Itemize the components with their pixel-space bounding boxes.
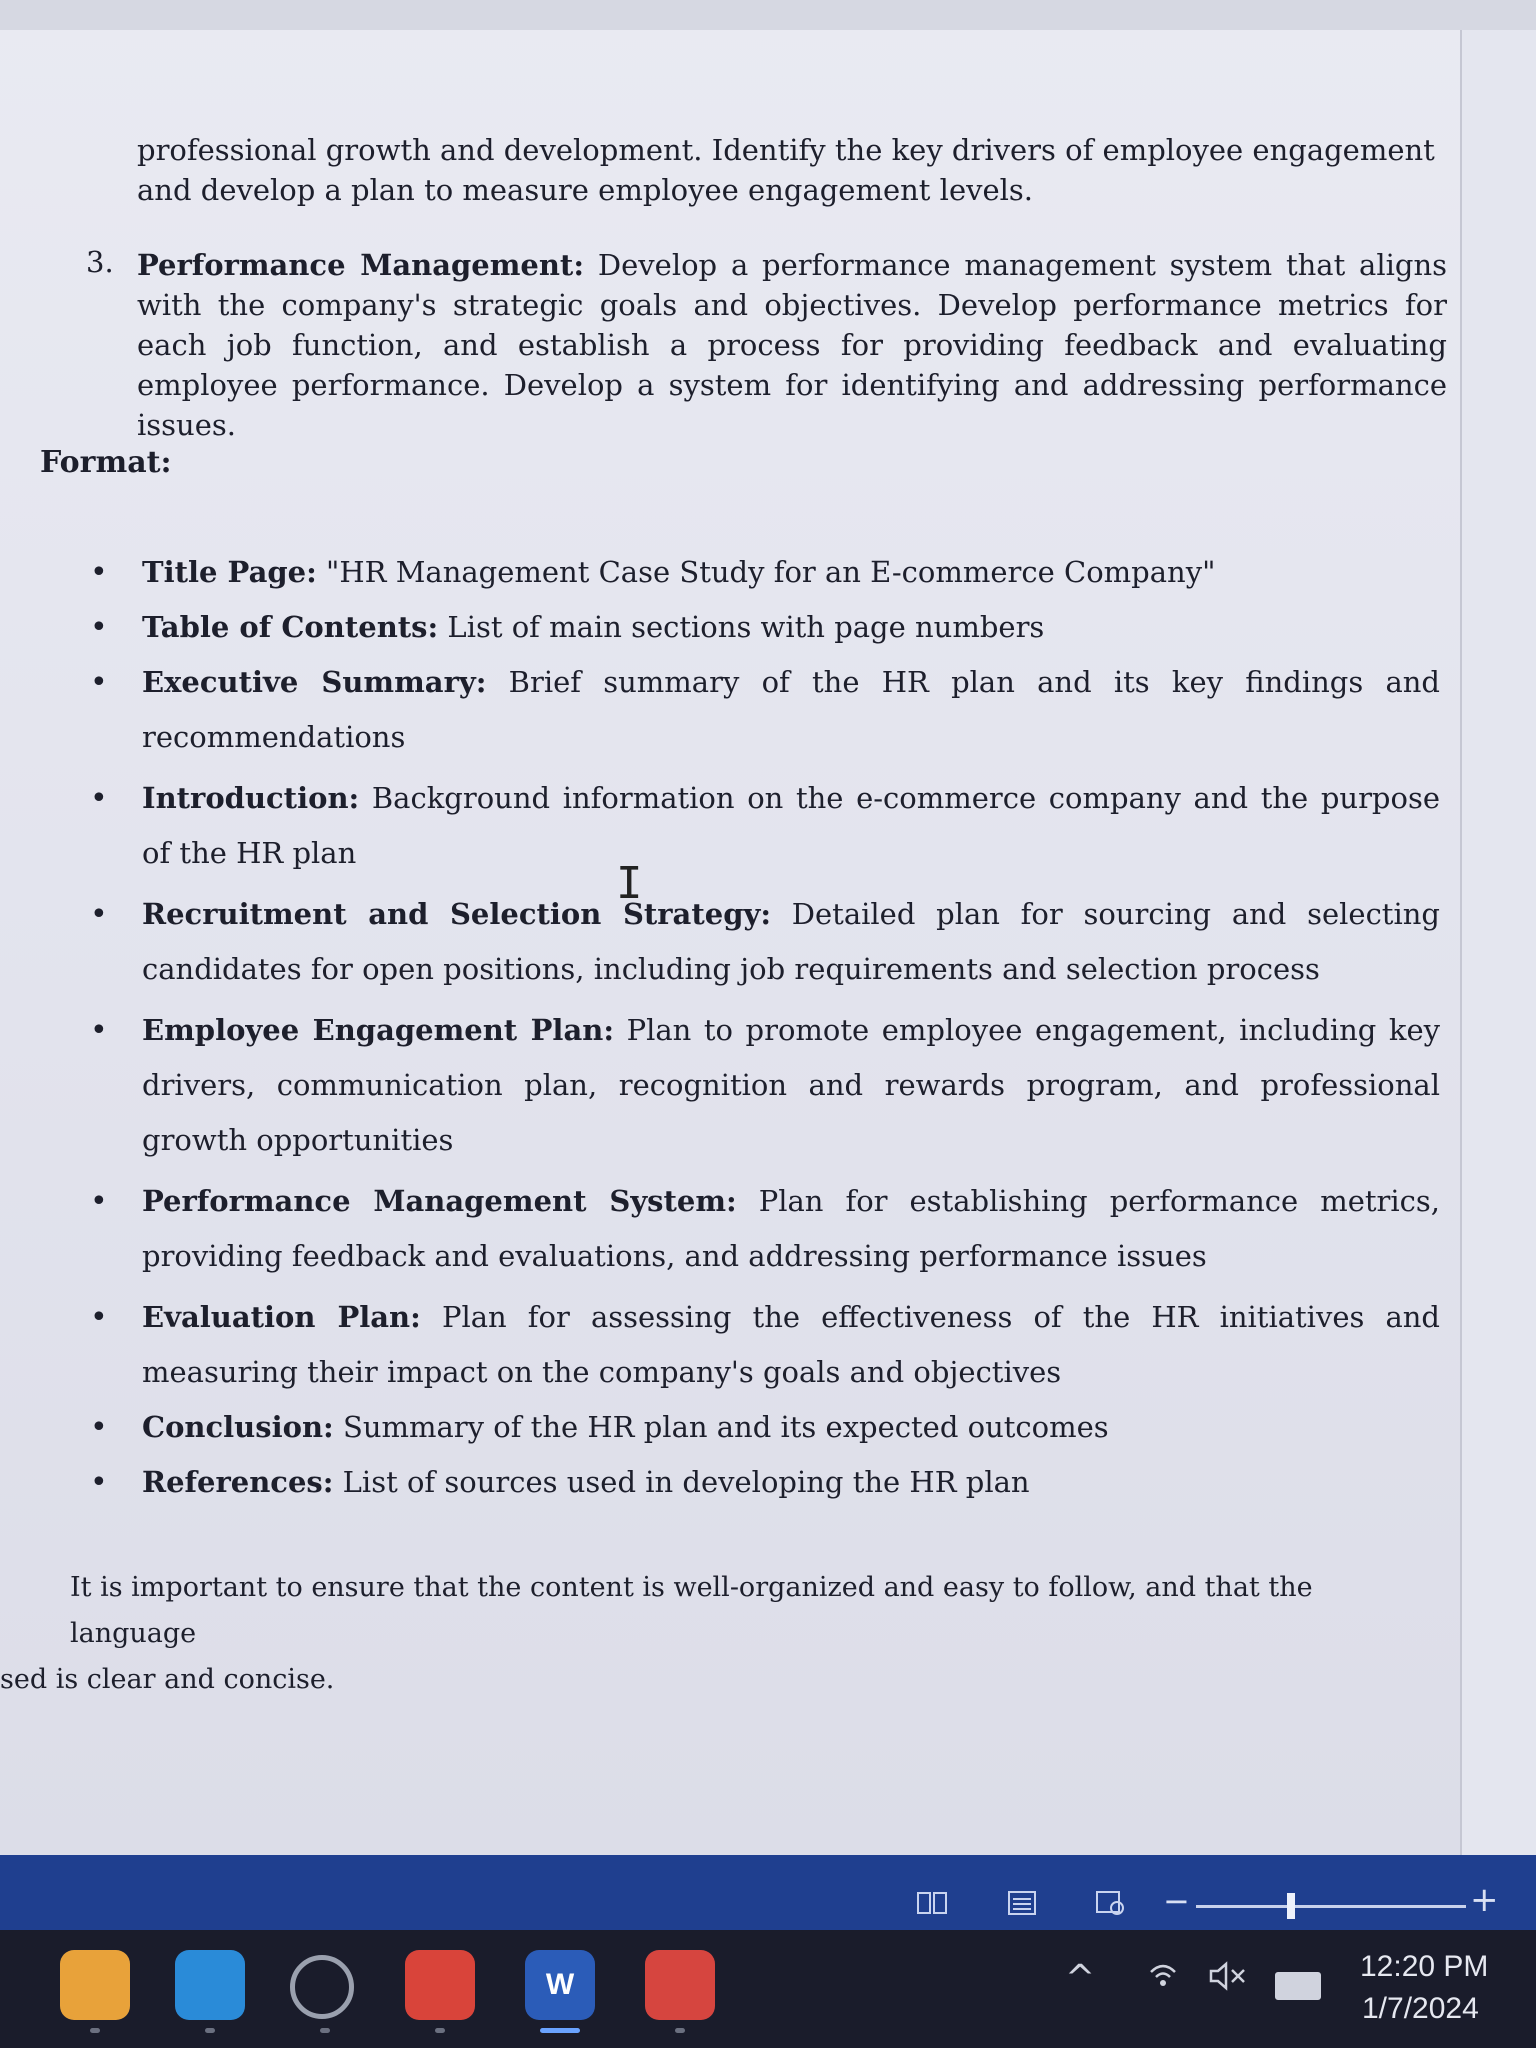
list-item: • References: List of sources used in developing the HR plan <box>90 1455 1440 1510</box>
closing-paragraph <box>0 1565 1400 1703</box>
list-item: • Recruitment and Selection Strategy: Detailed plan for sourcing and selecting candidates for open positions, including job requirements and selection process <box>90 887 1440 997</box>
list-item: • Introduction: Background information on the e-commerce company and the purpose of the HR plan <box>90 771 1440 881</box>
print-layout-icon[interactable] <box>1005 1890 1039 1918</box>
closing-line-2: sed is clear and concise. <box>0 1664 335 1695</box>
zoom-in-button[interactable]: + <box>1470 1880 1499 1920</box>
format-heading: Format: <box>40 445 172 480</box>
list-item: • Performance Management System: Plan for establishing performance metrics, providing feedback and evaluations, and addressing performance issues <box>90 1174 1440 1284</box>
running-indicator <box>205 2028 215 2033</box>
zoom-out-button[interactable]: − <box>1163 1882 1190 1920</box>
battery-icon[interactable] <box>1275 1972 1321 2000</box>
volume-muted-icon[interactable] <box>1208 1960 1248 2000</box>
paragraph-engagement-fragment: professional growth and development. Identify the key drivers of employee engagement and develop a plan to measure employee engagement levels. <box>137 133 1435 207</box>
running-indicator <box>320 2028 330 2033</box>
running-indicator <box>540 2028 580 2033</box>
edge-browser-icon[interactable] <box>175 1950 245 2020</box>
closing-line-1: It is important to ensure that the content is well-organized and easy to follow, and that the language <box>70 1572 1313 1649</box>
people-app-icon[interactable] <box>60 1950 130 2020</box>
list-item: • Table of Contents: List of main sections with page numbers <box>90 600 1440 655</box>
format-bullet-list <box>90 545 1440 1510</box>
zoom-slider-thumb[interactable] <box>1287 1893 1295 1919</box>
show-hidden-icons-button[interactable]: ^ <box>1065 1958 1096 1999</box>
list-item: • Evaluation Plan: Plan for assessing the effectiveness of the HR initiatives and measuring their impact on the company's goals and objectives <box>90 1290 1440 1400</box>
anydesk-app-icon[interactable] <box>645 1950 715 2020</box>
clock-date[interactable]: 1/7/2024 <box>1362 1992 1479 2025</box>
list-item: • Employee Engagement Plan: Plan to promote employee engagement, including key drivers, communication plan, recognition and rewards program, and professional growth opportunities <box>90 1003 1440 1168</box>
document-top-edge <box>0 0 1536 30</box>
list-number: 3. <box>86 245 114 279</box>
running-indicator <box>90 2028 100 2033</box>
running-indicator <box>675 2028 685 2033</box>
list-item: • Executive Summary: Brief summary of the HR plan and its key findings and recommendations <box>90 655 1440 765</box>
word-status-bar <box>0 1855 1536 1930</box>
list-item: • Conclusion: Summary of the HR plan and its expected outcomes <box>90 1400 1440 1455</box>
item-title: Performance Management: <box>137 248 585 282</box>
web-layout-icon[interactable] <box>1093 1890 1127 1918</box>
text-cursor-icon: I <box>616 858 643 909</box>
zoom-slider-track[interactable] <box>1196 1905 1466 1908</box>
cortana-icon[interactable] <box>290 1955 354 2019</box>
chrome-browser-icon[interactable] <box>405 1950 475 2020</box>
list-item: • Title Page: "HR Management Case Study for an E-commerce Company" <box>90 545 1440 600</box>
numbered-item-performance-management <box>137 245 1447 445</box>
word-app-icon[interactable]: W <box>525 1950 595 2020</box>
read-mode-icon[interactable] <box>915 1890 949 1918</box>
running-indicator <box>435 2028 445 2033</box>
clock-time[interactable]: 12:20 PM <box>1360 1950 1489 1983</box>
wifi-icon[interactable] <box>1148 1962 1178 1995</box>
item-text: Develop a performance management system that aligns with the company's strategic goals and objectives. Develop performance metrics for each job function, and establish a process for providing feedback and evaluating employee performance. Develop a system for identifying and addressing performance issues. <box>137 248 1448 442</box>
